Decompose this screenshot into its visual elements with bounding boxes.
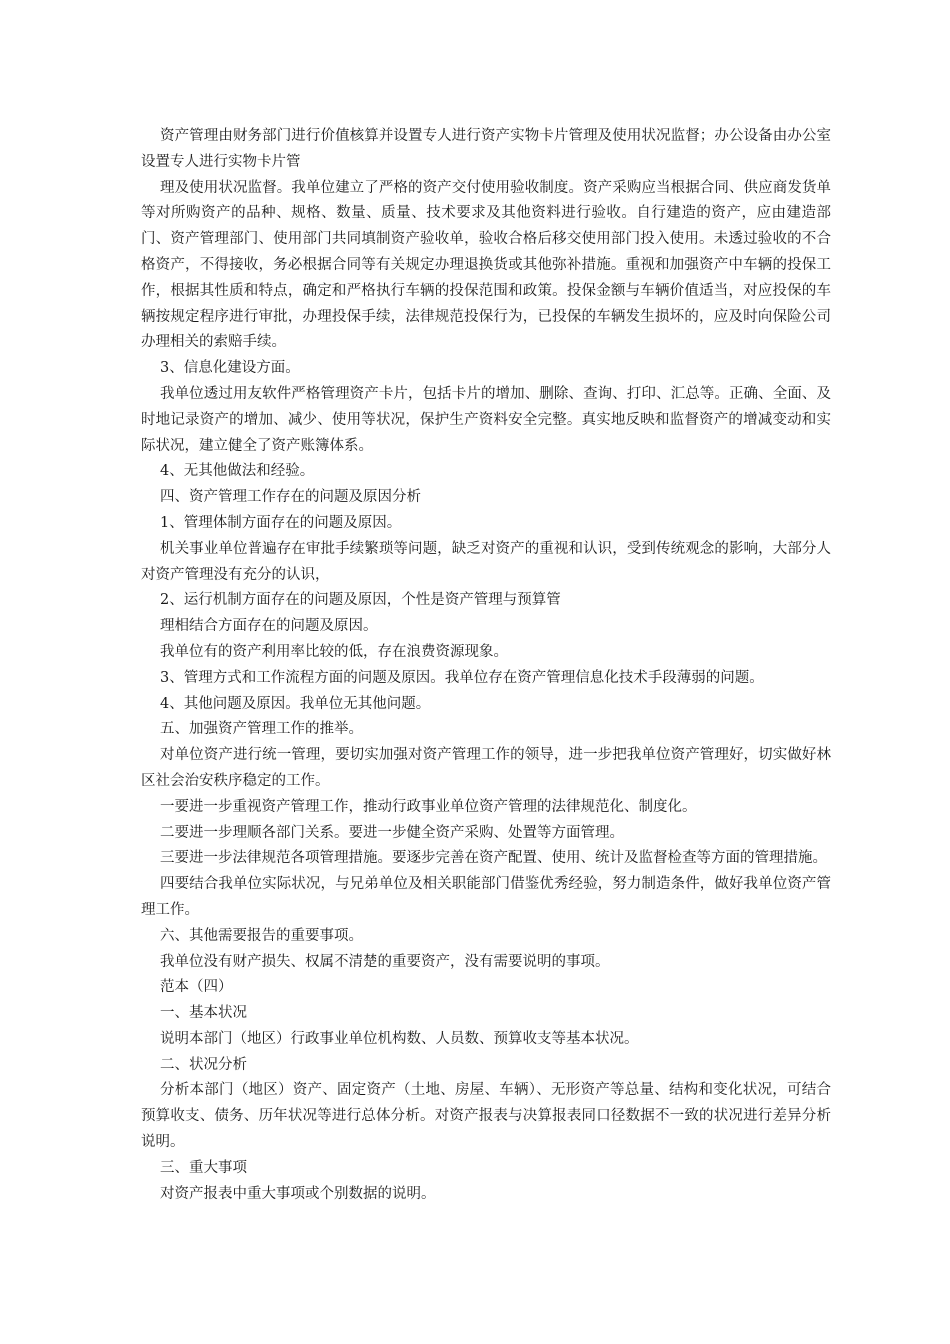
paragraph-asset-management-intro: 资产管理由财务部门进行价值核算并设置专人进行资产实物卡片管理及使用状况监督；办公设备由办公室设置专人进行实物卡片管 [141,128,831,170]
heading-management-method: 3、管理方式和工作流程方面的问题及原因。我单位存在资产管理信息化技术手段薄弱的问题。 [160,669,764,686]
paragraph-point-two: 二要进一步理顺各部门关系。要进一步健全资产采购、处置等方面管理。 [160,824,624,841]
paragraph-status-analysis: 分析本部门（地区）资产、固定资产（土地、房屋、车辆）、无形资产等总量、结构和变化状况，可结合预算收支、债务、历年状况等进行总体分析。对资产报表与决算报表同口径数据不一致的状况进行差异分析说明。 [141,1082,831,1151]
paragraph-low-utilization: 我单位有的资产利用率比较的低，存在浪费资源现象。 [160,643,508,660]
section-heading-problems: 四、资产管理工作存在的问题及原因分析 [160,489,421,506]
section-heading-recommendations: 五、加强资产管理工作的推举。 [160,721,363,738]
paragraph-no-losses: 我单位没有财产损失、权属不清楚的重要资产，没有需要说明的事项。 [160,953,610,970]
paragraph-budget-combination: 理相结合方面存在的问题及原因。 [160,618,378,635]
paragraph-point-three: 三要进一步法律规范各项管理措施。要逐步完善在资产配置、使用、统计及监督检查等方面的管理措施。 [160,850,827,867]
heading-basic-status: 一、基本状况 [160,1005,247,1022]
heading-management-system: 1、管理体制方面存在的问题及原因。 [160,514,402,531]
heading-major-matters: 三、重大事项 [160,1159,247,1176]
document-body [141,124,831,1207]
paragraph-asset-acceptance: 理及使用状况监督。我单位建立了严格的资产交付使用验收制度。资产采购应当根据合同、供应商发货单等对所购资产的品种、规格、数量、质量、技术要求及其他资料进行验收。自行建造的资产，应由建造部门、资产管理部门、使用部门共同填制资产验收单，验收合格后移交使用部门投入使用。未透过验收的不合格资产，不得接收，务必根据合同等有关规定办理退换货或其他弥补措施。重视和加强资产中车辆的投保工作，根据其性质和特点，确定和严格执行车辆的投保范围和政策。投保金额与车辆价值适当，对应投保的车辆按规定程序进行审批，办理投保手续，法律规范投保行为，已投保的车辆发生损坏的，应及时向保险公司办理相关的索赔手续。 [141,179,831,351]
heading-status-analysis: 二、状况分析 [160,1056,247,1073]
paragraph-approval-issues: 机关事业单位普遍存在审批手续繁琐等问题，缺乏对资产的重视和认识，受到传统观念的影响，大部分人对资产管理没有充分的认识， [141,540,831,583]
heading-template-four: 范本（四） [160,979,233,996]
heading-no-other-practice: 4、无其他做法和经验。 [160,463,315,480]
paragraph-point-four: 四要结合我单位实际状况，与兄弟单位及相关职能部门借鉴优秀经验，努力制造条件，做好我单位资产管理工作。 [141,876,831,918]
paragraph-point-one: 一要进一步重视资产管理工作，推动行政事业单位资产管理的法律规范化、制度化。 [160,798,697,815]
paragraph-basic-status: 说明本部门（地区）行政事业单位机构数、人员数、预算收支等基本状况。 [160,1030,639,1047]
section-heading-other-matters: 六、其他需要报告的重要事项。 [160,927,363,944]
heading-other-problems: 4、其他问题及原因。我单位无其他问题。 [160,695,431,712]
paragraph-software-management: 我单位透过用友软件严格管理资产卡片，包括卡片的增加、删除、查询、打印、汇总等。正确、全面、及时地记录资产的增加、减少、使用等状况，保护生产资料安全完整。真实地反映和监督资产的增减变动和实际状况，建立健全了资产账簿体系。 [141,385,831,454]
paragraph-unified-management: 对单位资产进行统一管理，要切实加强对资产管理工作的领导，进一步把我单位资产管理好，切实做好林区社会治安秩序稳定的工作。 [141,747,831,789]
paragraph-major-matters: 对资产报表中重大事项或个别数据的说明。 [160,1185,436,1202]
heading-operating-mechanism: 2、运行机制方面存在的问题及原因，个性是资产管理与预算管 [160,592,561,609]
heading-informatization: 3、信息化建设方面。 [160,360,300,377]
